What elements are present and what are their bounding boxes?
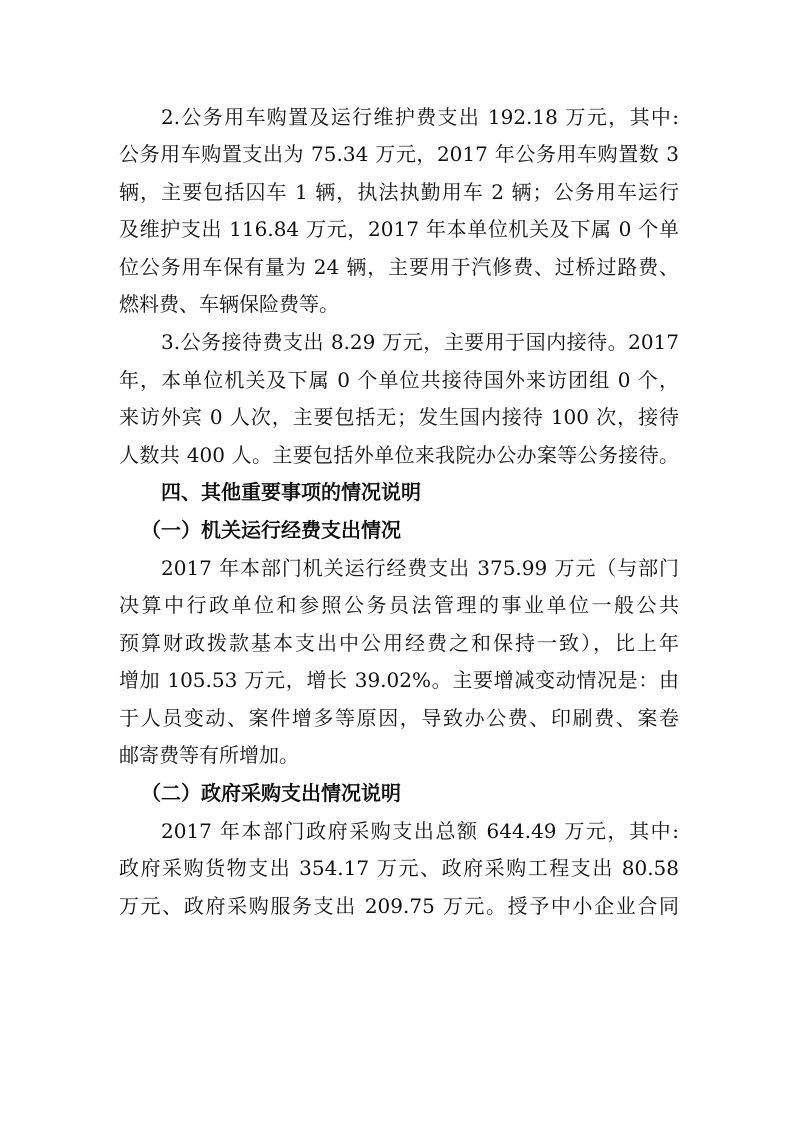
text-line: 公务用车购置支出为 75.34 万元，2017 年公务用车购置数 3	[119, 142, 679, 166]
subsection-heading-procurement: （二）政府采购支出情况说明	[141, 781, 401, 805]
text-line: 及维护支出 116.84 万元，2017 年本单位机关及下属 0 个单	[119, 217, 679, 241]
text-line-reception-expense: 3.公务接待费支出 8.29 万元，主要用于国内接待。2017	[161, 330, 679, 354]
text-line: 辆，主要包括囚车 1 辆，执法执勤用车 2 辆；公务用车运行	[119, 180, 679, 204]
text-line: 于人员变动、案件增多等原因，导致办公费、印刷费、案卷	[119, 706, 679, 730]
section-heading-other-matters: 四、其他重要事项的情况说明	[161, 480, 421, 504]
text-line: 年，本单位机关及下属 0 个单位共接待国外来访团组 0 个，	[119, 368, 679, 392]
text-line: 位公务用车保有量为 24 辆，主要用于汽修费、过桥过路费、	[119, 255, 679, 279]
text-line-vehicle-expense: 2.公务用车购置及运行维护费支出 192.18 万元，其中:	[161, 105, 679, 129]
text-line: 万元、政府采购服务支出 209.75 万元。授予中小企业合同	[119, 894, 679, 918]
text-line-procurement: 2017 年本部门政府采购支出总额 644.49 万元，其中:	[161, 819, 679, 843]
text-line: 增加 105.53 万元，增长 39.02%。主要增减变动情况是：由	[119, 668, 679, 692]
text-line: 预算财政拨款基本支出中公用经费之和保持一致），比上年	[119, 631, 679, 655]
subsection-heading-operating-expense: （一）机关运行经费支出情况	[141, 518, 401, 542]
text-line: 来访外宾 0 人次，主要包括无；发生国内接待 100 次，接待	[119, 405, 679, 429]
text-line: 决算中行政单位和参照公务员法管理的事业单位一般公共	[119, 593, 679, 617]
text-line: 人数共 400 人。主要包括外单位来我院办公办案等公务接待。	[119, 443, 679, 467]
text-line: 邮寄费等有所增加。	[119, 743, 299, 767]
text-line-operating-expense: 2017 年本部门机关运行经费支出 375.99 万元（与部门	[161, 556, 679, 580]
text-line: 政府采购货物支出 354.17 万元、政府采购工程支出 80.58	[119, 856, 679, 880]
text-line: 燃料费、车辆保险费等。	[119, 292, 339, 316]
